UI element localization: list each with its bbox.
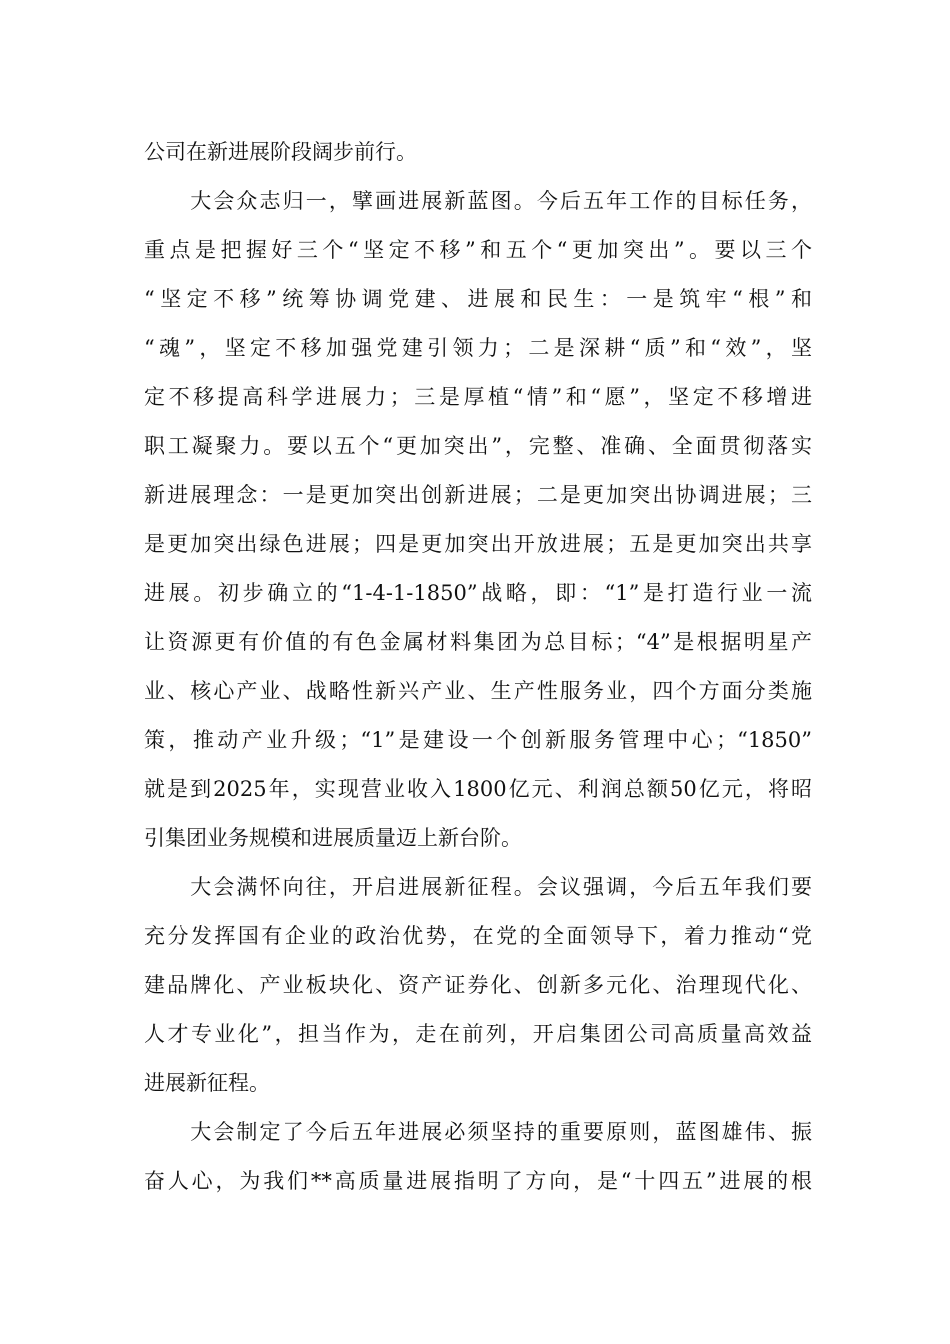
text-line: 大会满怀向往，开启进展新征程。会议强调，今后五年我们要 [144, 875, 812, 899]
text-line: “坚定不移”统筹协调党建、进展和民生：一是筑牢“根”和 [144, 287, 812, 311]
text-line: 策，推动产业升级；“1”是建设一个创新服务管理中心；“1850” [144, 728, 812, 752]
text-line: 定不移提高科学进展力；三是厚植“情”和“愿”，坚定不移增进 [144, 385, 812, 409]
text-line: 大会制定了今后五年进展必须坚持的重要原则，蓝图雄伟、振 [144, 1120, 812, 1144]
text-line: 引集团业务规模和进展质量迈上新台阶。 [144, 826, 522, 850]
text-line: 进展。初步确立的“1-4-1-1850”战略，即：“1”是打造行业一流 [144, 581, 812, 605]
text-line: “魂”，坚定不移加强党建引领力；二是深耕“质”和“效”，坚 [144, 336, 812, 360]
document-body [144, 128, 812, 1206]
text-line: 建品牌化、产业板块化、资产证券化、创新多元化、治理现代化、 [144, 973, 812, 997]
text-line: 大会众志归一，擘画进展新蓝图。今后五年工作的目标任务， [144, 189, 812, 213]
text-line: 奋人心，为我们**高质量进展指明了方向，是“十四五”进展的根 [144, 1169, 812, 1193]
text-line: 是更加突出绿色进展；四是更加突出开放进展；五是更加突出共享 [144, 532, 812, 556]
text-line: 让资源更有价值的有色金属材料集团为总目标；“4”是根据明星产 [144, 630, 812, 654]
text-line: 进展新征程。 [144, 1071, 270, 1095]
text-line: 就是到2025年，实现营业收入1800亿元、利润总额50亿元，将昭 [144, 777, 812, 801]
text-line: 业、核心产业、战略性新兴产业、生产性服务业，四个方面分类施 [144, 679, 812, 703]
text-line: 充分发挥国有企业的政治优势，在党的全面领导下，着力推动“党 [144, 924, 812, 948]
text-line: 新进展理念：一是更加突出创新进展；二是更加突出协调进展；三 [144, 483, 812, 507]
text-line: 重点是把握好三个“坚定不移”和五个“更加突出”。要以三个 [144, 238, 812, 262]
text-line: 人才专业化”，担当作为，走在前列，开启集团公司高质量高效益 [144, 1022, 812, 1046]
text-line: 职工凝聚力。要以五个“更加突出”，完整、准确、全面贯彻落实 [144, 434, 812, 458]
text-line: 公司在新进展阶段阔步前行。 [144, 140, 417, 164]
